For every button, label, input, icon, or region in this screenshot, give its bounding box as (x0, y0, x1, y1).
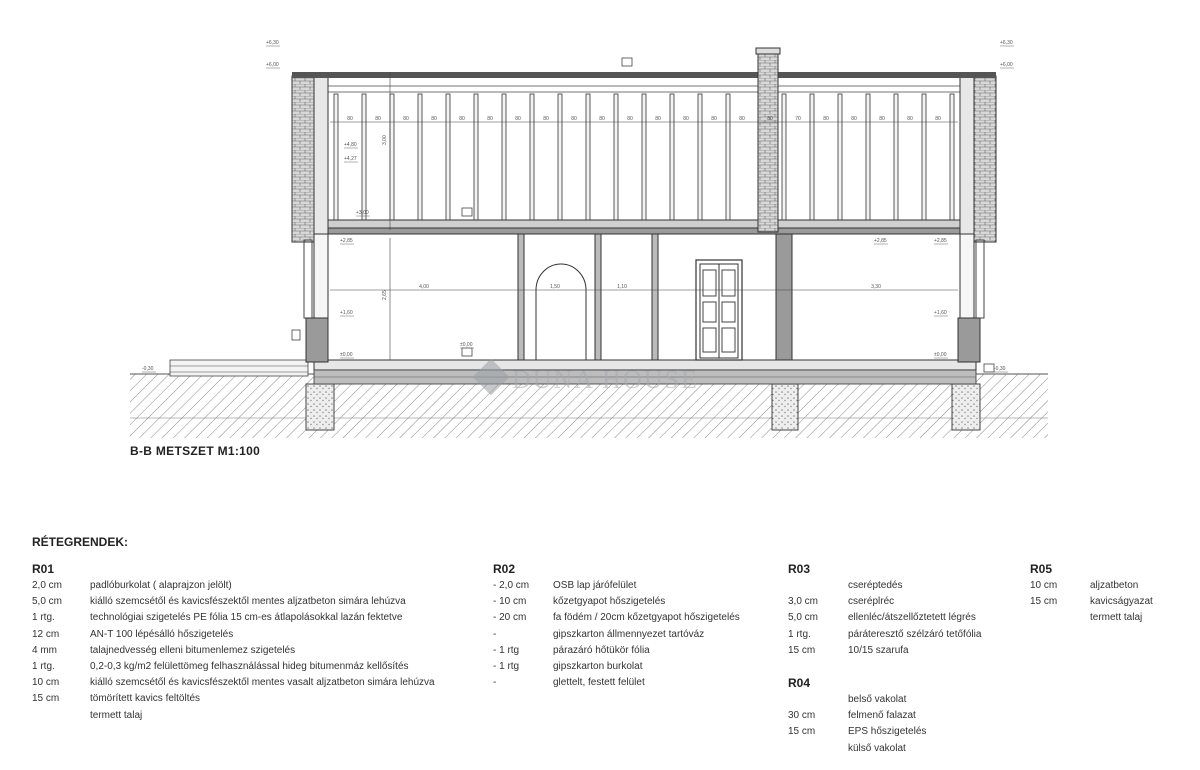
attic-rafters (334, 94, 954, 220)
roof-span-label: 80 (403, 116, 409, 122)
layer-description: felmenő falazat (848, 710, 916, 722)
layer-description: cseréptedés (848, 580, 903, 591)
terrace-slab (170, 360, 308, 376)
layer-thickness: 10 cm (1030, 580, 1058, 591)
level-label: +6,30 (266, 40, 279, 46)
legend-row (32, 578, 232, 594)
rafter-post (474, 94, 478, 220)
level-labels (142, 40, 1014, 372)
level-label: +6,30 (1000, 40, 1013, 46)
legend-row (32, 643, 296, 659)
rafter-post (866, 94, 870, 220)
legend-row (493, 594, 666, 610)
legend-row (788, 627, 982, 643)
rafter-post (446, 94, 450, 220)
legend-group-r01 (32, 560, 435, 724)
layer-thickness: 1 rtg. (32, 660, 55, 672)
arched-opening (536, 264, 586, 360)
layer-thickness: - 20 cm (493, 612, 527, 624)
internal-walls (518, 234, 792, 360)
legend-row (788, 708, 916, 724)
layer-thickness: - 2,0 cm (493, 580, 530, 591)
level-label: +3,00 (356, 210, 369, 216)
legend-row (788, 578, 903, 594)
legend-row (32, 691, 201, 707)
roof-span-label: 80 (459, 116, 465, 122)
layer-thickness: 12 cm (32, 628, 60, 640)
rafter-post (698, 94, 702, 220)
rafter-post (418, 94, 422, 220)
layer-description: 10/15 szarufa (848, 644, 909, 656)
legend-group-heading: R05 (1030, 562, 1053, 576)
rafter-post (502, 94, 506, 220)
section-title: B-B METSZET M1:100 (130, 444, 261, 458)
rafter-post (614, 94, 618, 220)
layer-thickness: 3,0 cm (788, 596, 819, 608)
layer-description: fa födém / 20cm kőzetgyapot hőszigetelés (553, 612, 740, 624)
layer-description: padlóburkolat ( alaprajzon jelölt) (90, 580, 232, 591)
layer-description: ellenléc/átszellőztetett légrés (848, 612, 976, 624)
layer-thickness: - 10 cm (493, 596, 527, 608)
rafter-post (334, 94, 338, 220)
rafter-post (810, 94, 814, 220)
floor-span-label: 3,30 (871, 284, 881, 290)
level-label: +6,00 (1000, 62, 1013, 68)
layer-description: gipszkarton burkolat (553, 660, 643, 672)
floor-span-label: 4,00 (419, 284, 429, 290)
layer-thickness: 30 cm (788, 710, 816, 722)
rafter-post (586, 94, 590, 220)
roof-span-label: 80 (879, 116, 885, 122)
level-label: -0,30 (994, 366, 1006, 372)
floor-span-label: 1,50 (550, 284, 560, 290)
layer-thickness: 2,0 cm (32, 580, 63, 591)
legend-row (32, 594, 406, 610)
layer-thickness: 1 rtg. (788, 628, 811, 640)
layer-description: tömörített kavics feltöltés (90, 693, 201, 705)
layer-description: külső vakolat (848, 742, 906, 754)
level-label: +1,60 (934, 310, 947, 316)
roof-span-label: 80 (935, 116, 941, 122)
roof-span-label: 80 (851, 116, 857, 122)
roof-span-label: 80 (543, 116, 549, 122)
legend-row (32, 627, 234, 643)
legend-row (788, 741, 906, 757)
layer-description: kavicságyazat (1090, 596, 1153, 608)
rafter-post (362, 94, 366, 220)
layer-thickness: - (493, 677, 497, 689)
roof-span-label: 80 (739, 116, 745, 122)
legend-group-r03 (788, 560, 982, 659)
legend-group-r02 (493, 560, 740, 691)
layer-description: talajnedvesség elleni bitumenlemez szigetelés (90, 644, 296, 656)
level-label: +2,85 (874, 238, 887, 244)
layer-description: AN-T 100 lépésálló hőszigetelés (90, 628, 234, 640)
layer-description: kőzetgyapot hőszigetelés (553, 596, 666, 608)
roof-span-label: 80 (599, 116, 605, 122)
layer-thickness: - 1 rtg (493, 660, 520, 672)
legend-row (493, 610, 740, 626)
rafter-post (922, 94, 926, 220)
roof-span-label: 80 (767, 116, 773, 122)
layer-thickness: 4 mm (32, 644, 57, 656)
layer-thickness: 10 cm (32, 677, 60, 689)
roof-right (960, 76, 996, 242)
level-label: +4,80 (344, 142, 357, 148)
roof-span-label: 80 (347, 116, 353, 122)
legend-row (32, 675, 435, 691)
legend-row (1030, 578, 1139, 594)
legend-group-r04 (788, 674, 927, 757)
layer-description: páráteresztő szélzáró tetőfólia (848, 628, 982, 640)
rafter-post (950, 94, 954, 220)
legend-group-heading: R03 (788, 562, 811, 576)
watermark-text: DUNA HOUSE (512, 365, 699, 394)
legend-row (32, 708, 143, 724)
layer-description: OSB lap járófelület (553, 580, 637, 591)
external-walls (304, 234, 984, 362)
legend-row (788, 594, 895, 610)
roof-span-label: 80 (431, 116, 437, 122)
level-label: +4,27 (344, 156, 357, 162)
roof-span-label: 80 (515, 116, 521, 122)
roof-span-label: 80 (683, 116, 689, 122)
roof-span-label: 80 (655, 116, 661, 122)
layer-description: termett talaj (90, 709, 143, 721)
chimney (756, 48, 780, 232)
roof-span-label: 80 (627, 116, 633, 122)
layer-description: cseréplréc (848, 596, 895, 608)
door (696, 260, 742, 360)
floor-span-label: 1,10 (617, 284, 627, 290)
level-label: +1,60 (340, 310, 353, 316)
legend-row (32, 610, 403, 626)
rafter-post (530, 94, 534, 220)
layer-description: glettelt, festett felület (553, 677, 645, 689)
legend-row (788, 692, 907, 708)
layer-description: technológiai szigetelés PE fólia 15 cm-es átlapolásokkal lazán fektetve (90, 612, 403, 624)
level-label: -0,30 (142, 366, 154, 372)
legend-group-heading: R04 (788, 676, 811, 690)
legend-row (493, 675, 645, 691)
legend-row (788, 610, 976, 626)
roof-span-label: 80 (823, 116, 829, 122)
layer-description: kiálló szemcsétől és kavicsfészektől mentes vasalt aljzatbeton simára lehúzva (90, 677, 435, 689)
rafter-post (726, 94, 730, 220)
attic-floor (328, 220, 960, 234)
rafter-post (894, 94, 898, 220)
legend-row (493, 578, 637, 594)
legend-group-r05 (1030, 560, 1153, 627)
legend-row (788, 724, 927, 740)
layer-thickness: - (493, 628, 497, 640)
layer-description: belső vakolat (848, 694, 907, 705)
legend-row (1030, 594, 1153, 610)
vertical-dimension-label: 3,00 (382, 135, 388, 145)
roof-span-label: 80 (571, 116, 577, 122)
roof-span-label: 80 (711, 116, 717, 122)
legend-group-heading: R01 (32, 562, 55, 576)
layer-description: aljzatbeton (1090, 580, 1139, 591)
legend-title: RÉTEGRENDEK: (32, 535, 129, 549)
rafter-post (670, 94, 674, 220)
rafter-post (782, 94, 786, 220)
level-label: +2,85 (934, 238, 947, 244)
layer-thickness: 15 cm (1030, 596, 1058, 608)
legend-row (493, 627, 705, 643)
level-label: +6,00 (266, 62, 279, 68)
layer-thickness: 5,0 cm (788, 612, 819, 624)
rafter-post (642, 94, 646, 220)
rafter-post (390, 94, 394, 220)
roof-span-label: 70 (795, 116, 801, 122)
legend-group-heading: R02 (493, 562, 516, 576)
legend-row (1030, 610, 1143, 626)
roof-span-label: 80 (487, 116, 493, 122)
layer-thickness: - 1 rtg (493, 644, 520, 656)
layer-description: kiálló szemcsétől és kavicsfészektől mentes aljzatbeton simára lehúzva (90, 596, 406, 608)
level-label: ±0,00 (934, 352, 947, 358)
legend-row (788, 643, 909, 659)
legend-row (32, 659, 409, 675)
rafter-post (838, 94, 842, 220)
roof-left (292, 76, 328, 242)
layer-description: 0,2-0,3 kg/m2 felülettömeg felhasználással hideg bitumenmáz kellősítés (90, 660, 409, 672)
roof-ridge (292, 72, 996, 78)
layer-thickness: 5,0 cm (32, 596, 63, 608)
roof-span-label: 80 (375, 116, 381, 122)
level-label: +2,85 (340, 238, 353, 244)
rafter-post (558, 94, 562, 220)
layer-description: termett talaj (1090, 612, 1143, 624)
layer-description: gipszkarton állmennyezet tartóváz (553, 628, 705, 640)
layer-thickness: 15 cm (32, 693, 60, 705)
layer-description: EPS hőszigetelés (848, 726, 927, 738)
level-label: ±0,00 (340, 352, 353, 358)
layer-thickness: 1 rtg. (32, 612, 55, 624)
layer-thickness: 15 cm (788, 726, 816, 738)
level-label: ±0,00 (460, 342, 473, 348)
vertical-dimension-label: 2,65 (382, 290, 388, 300)
legend-row (493, 643, 650, 659)
layer-description: párazáró hőtükör fólia (553, 644, 650, 656)
legend-row (493, 659, 643, 675)
layer-thickness: 15 cm (788, 644, 816, 656)
roof-span-label: 80 (907, 116, 913, 122)
